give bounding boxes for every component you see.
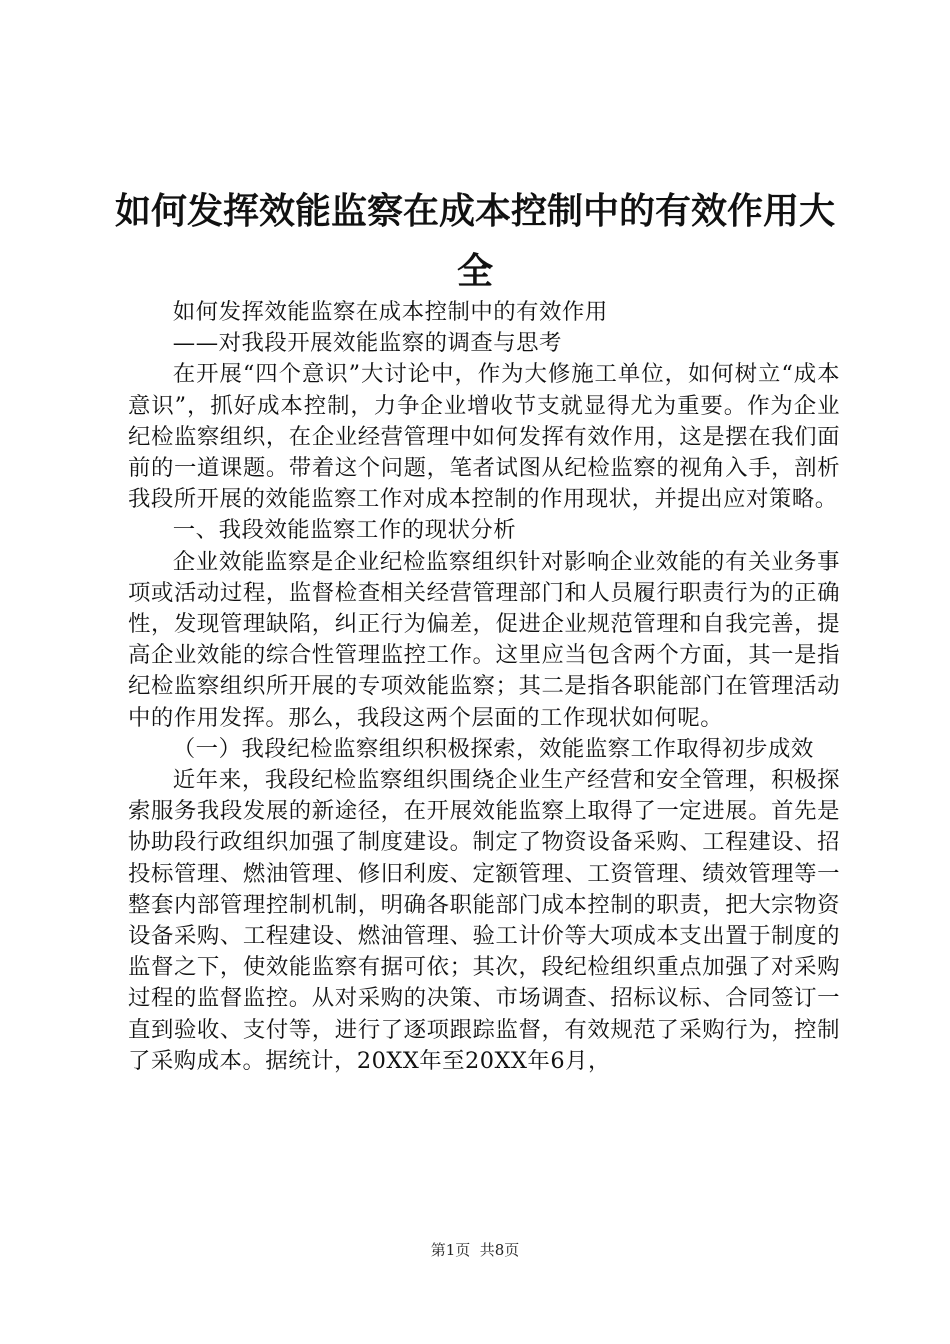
page-footer [0,1240,950,1260]
section-heading-1: 一、我段效能监察工作的现状分析 [172,517,517,544]
page-number-label: 第1页 共8页 [430,1241,520,1259]
document-title: 如何发挥效能监察在成本控制中的有效作用大全 [114,191,835,292]
paragraph-definition: 企业效能监察是企业纪检监察组织针对影响企业效能的有关业务事项或活动过程，监督检查相关经营管理部门和人员履行职责行为的正确性，发现管理缺陷，纠正行为偏差，促进企业规范管理和自我完善，提高企业效能的综合性管理监控工作。这里应当包含两个方面，其一是指纪检监察组织所开展的专项效能监察；其二是指各职能部门在管理活动中的作用发挥。那么，我段这两个层面的工作现状如何呢。 [128,548,840,731]
paragraph-progress: 近年来，我段纪检监察组织围绕企业生产经营和安全管理，积极探索服务我段发展的新途径，在开展效能监察上取得了一定进展。首先是协助段行政组织加强了制度建设。制定了物资设备采购、工程建设、招投标管理、燃油管理、修旧利废、定额管理、工资管理、绩效管理等一整套内部管理控制机制，明确各职能部门成本控制的职责，把大宗物资设备采购、工程建设、燃油管理、验工计价等大项成本支出置于制度的监督之下，使效能监察有据可依；其次，段纪检组织重点加强了对采购过程的监督监控。从对采购的决策、市场调查、招标议标、合同签订一直到验收、支付等，进行了逐项跟踪监督，有效规范了采购行为，控制了采购成本。据统计，20XX年至20XX年6月， [128,767,840,1074]
paragraph-subtitle: 如何发挥效能监察在成本控制中的有效作用 [172,299,608,325]
paragraph-intro: 在开展“四个意识”大讨论中，作为大修施工单位，如何树立“成本意识”，抓好成本控制，力争企业增收节支就显得尤为重要。作为企业纪检监察组织，在企业经营管理中如何发挥有效作用，这是摆在我们面前的一道课题。带着这个问题，笔者试图从纪检监察的视角入手，剖析我段所开展的效能监察工作对成本控制的作用现状，并提出应对策略。 [128,361,840,513]
paragraph-subtitle-line2: ——对我段开展效能监察的调查与思考 [172,330,562,357]
document-body [128,297,840,1077]
subsection-heading-1: （一）我段纪检监察组织积极探索，效能监察工作取得初步成效 [172,735,814,762]
